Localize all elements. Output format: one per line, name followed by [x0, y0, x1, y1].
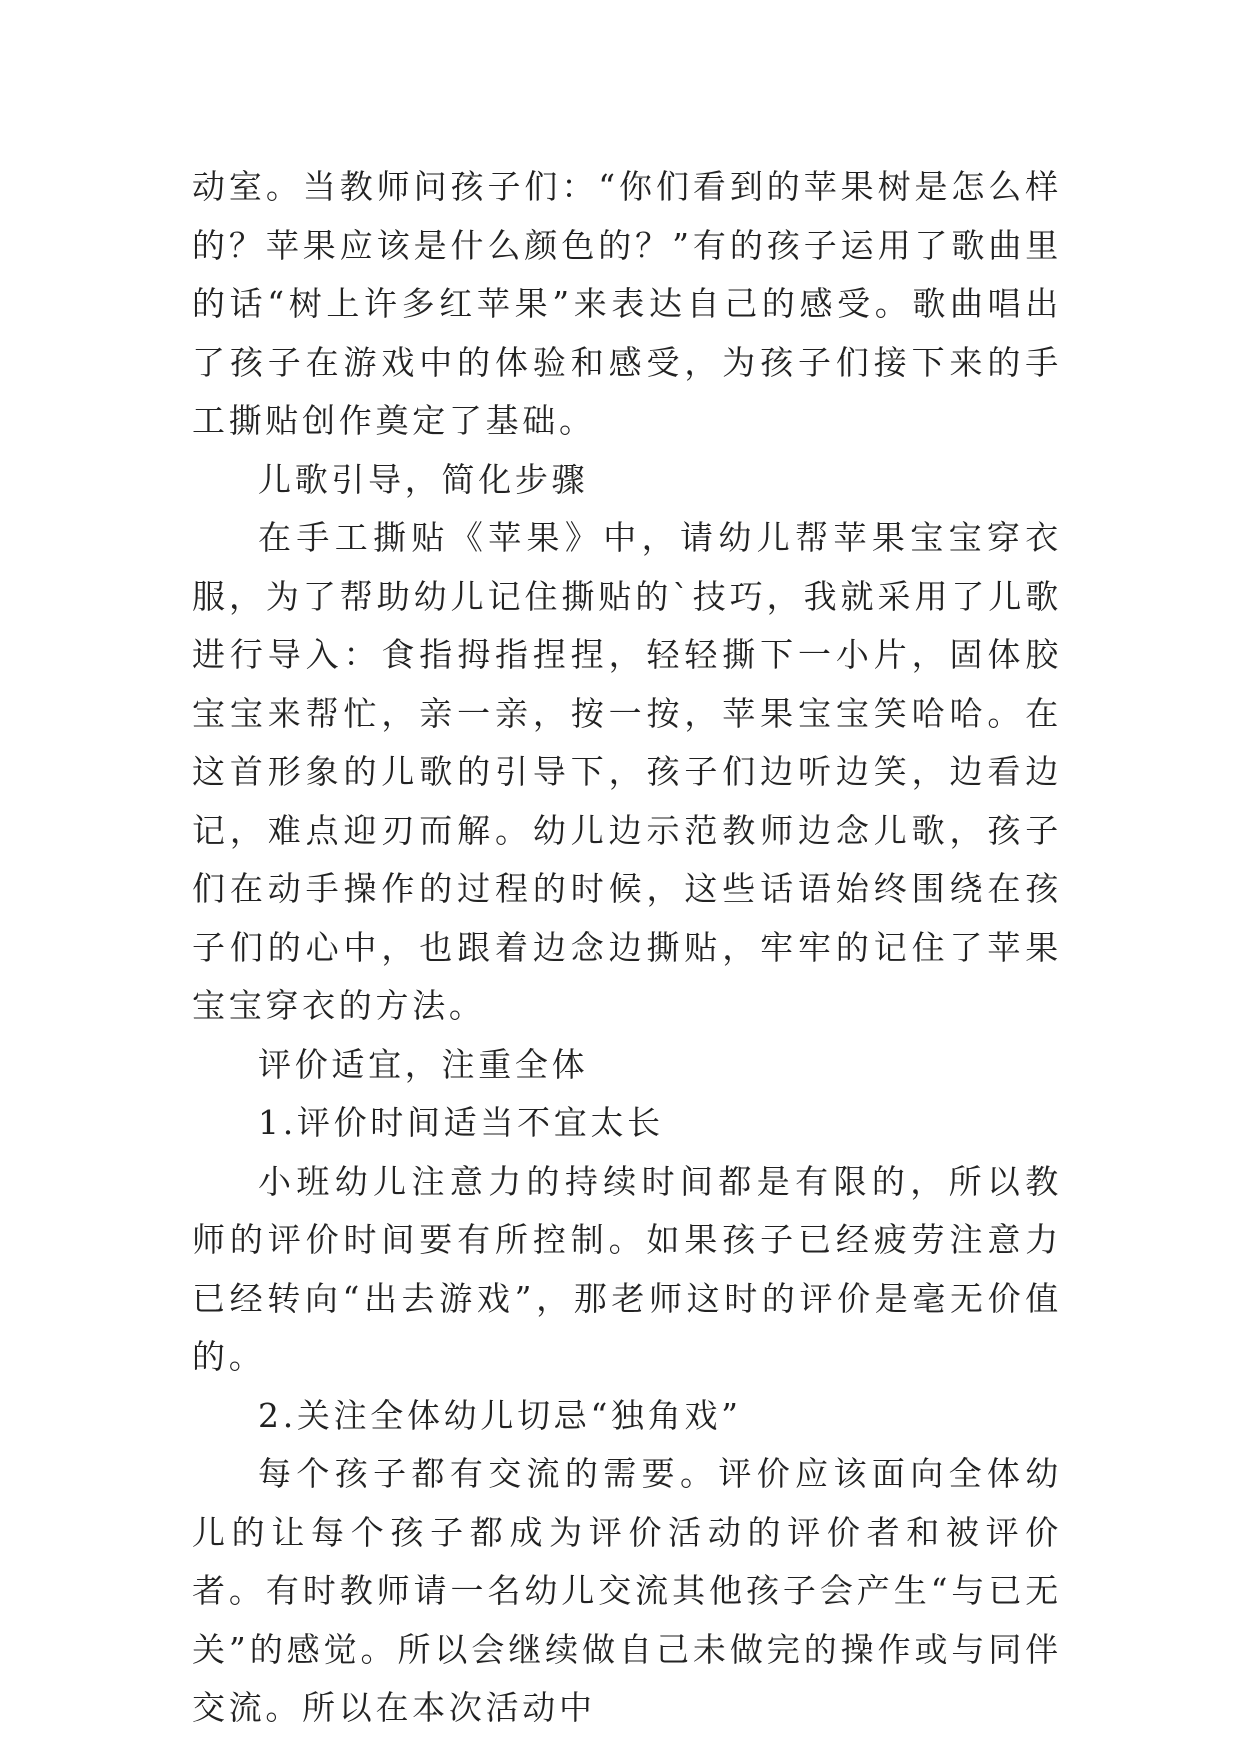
section-heading-evaluation: 评价适宜，注重全体 [258, 1044, 589, 1084]
paragraph-evaluation-time: 小班幼儿注意力的持续时间都是有限的，所以教师的评价时间要有所控制。如果孩子已经疲劳注意力已经转向“出去游戏”，那老师这时的评价是毫无价值的。 [192, 1161, 1062, 1376]
paragraph-continuation: 动室。当教师问孩子们：“你们看到的苹果树是怎么样的？苹果应该是什么颜色的？”有的孩子运用了歌曲里的话“树上许多红苹果”来表达自己的感受。歌曲唱出了孩子在游戏中的体验和感受，为孩子们接下来的手工撕贴创作奠定了基础。 [192, 167, 1062, 440]
document-body [192, 158, 1062, 1738]
paragraph-all-children: 每个孩子都有交流的需要。评价应该面向全体幼儿的让每个孩子都成为评价活动的评价者和被评价者。有时教师请一名幼儿交流其他孩子会产生“与已无关”的感觉。所以会继续做自己未做完的操作或与同伴交流。所以在本次活动中 [192, 1454, 1062, 1727]
subheading-evaluation-time: 1.评价时间适当不宜太长 [258, 1103, 664, 1142]
subheading-all-children: 2.关注全体幼儿切忌“独角戏” [258, 1395, 742, 1435]
paragraph-nursery-rhyme: 在手工撕贴《苹果》中，请幼儿帮苹果宝宝穿衣服，为了帮助幼儿记住撕贴的`技巧，我就采用了儿歌进行导入：食指拇指捏捏，轻轻撕下一小片，固体胶宝宝来帮忙，亲一亲，按一按，苹果宝宝笑哈哈。在这首形象的儿歌的引导下，孩子们边听边笑，边看边记，难点迎刃而解。幼儿边示范教师边念儿歌，孩子们在动手操作的过程的时候，这些话语始终围绕在孩子们的心中，也跟着边念边撕贴，牢牢的记住了苹果宝宝穿衣的方法。 [192, 518, 1062, 1025]
section-heading-nursery-rhyme: 儿歌引导，简化步骤 [258, 459, 589, 499]
